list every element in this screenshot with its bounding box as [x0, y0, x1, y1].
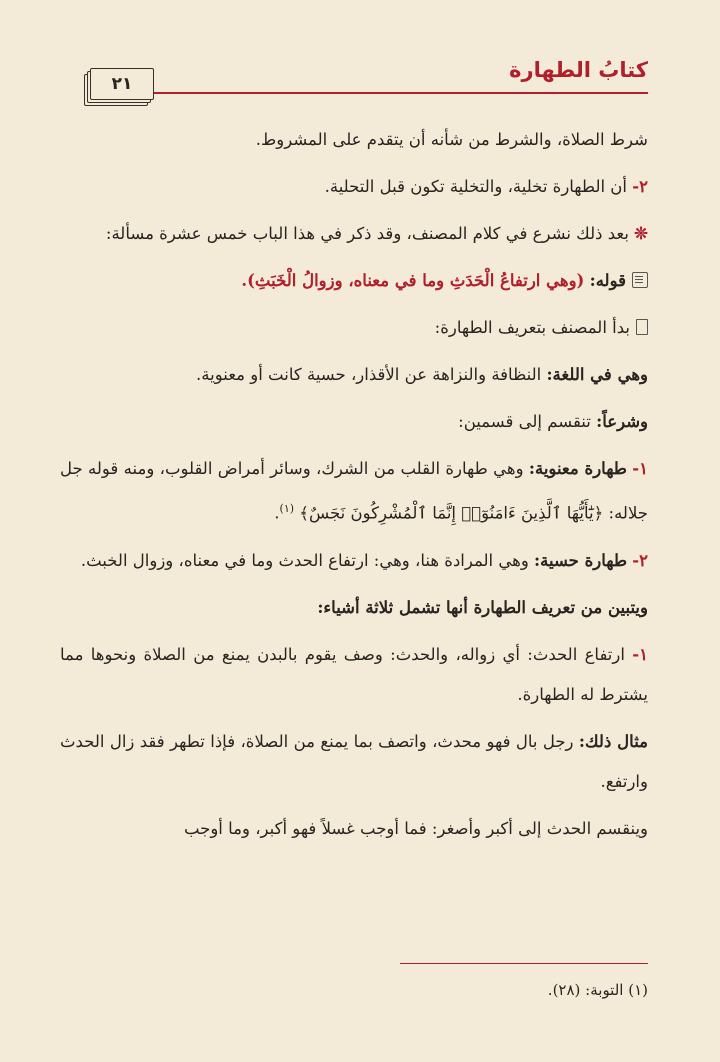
paragraph: وشرعاً: تنقسم إلى قسمين:: [458, 412, 648, 431]
paragraph: مثال ذلك: رجل بال فهو محدث، واتصف بما يمنع من الصلاة، فإذا تطهر فقد زال الحدث وارتفع.: [60, 731, 649, 791]
quran-verse: ﴿يَٰٓأَيُّهَا ٱلَّذِينَ ءَامَنُوٓا۟ إِنَّمَا ٱلْمُشْرِكُونَ نَجَسٌ﴾: [299, 503, 604, 523]
list-number: ٢-: [632, 177, 648, 196]
paragraph: ❊ بعد ذلك نشرع في كلام المصنف، وقد ذكر في هذا الباب خمس عشرة مسألة:: [105, 224, 648, 243]
chapter-title: كتابُ الطهارة: [509, 58, 648, 82]
commentary-icon: [636, 319, 648, 335]
paragraph: ١- ارتفاع الحدث: أي زواله، والحدث: وصف يقوم بالبدن يمنع من الصلاة ونحوها مما يشترط له الطهارة.: [60, 644, 648, 704]
paragraph: وهي في اللغة: النظافة والنزاهة عن الأقذار، حسية كانت أو معنوية.: [196, 365, 648, 384]
book-quote-icon: [632, 272, 648, 288]
paragraph: ٢- طهارة حسية: وهي المرادة هنا، وهي: ارتفاع الحدث وما في معناه، وزوال الخبث.: [80, 550, 648, 570]
footnote-ref: (١): [279, 502, 295, 515]
paragraph: ١- طهارة معنوية: وهي طهارة القلب من الشرك، وسائر أمراض القلوب، ومنه قوله جل جلاله: ﴿يَٰٓأَيُّهَا ٱلَّذِينَ ءَامَنُوٓا۟ إِنَّمَا ٱلْمُشْرِكُونَ نَجَسٌ﴾ $^{(١)}$.: [60, 459, 649, 523]
author-quote: قوله: (وهي ارتفاعُ الْحَدَثِ وما في معناه، وزوالُ الْخَبَثِ).: [60, 261, 648, 301]
paragraph: بدأ المصنف بتعريف الطهارة:: [60, 308, 648, 348]
page-number: ٢١: [90, 68, 154, 100]
paragraph: وينقسم الحدث إلى أكبر وأصغر: فما أوجب غسلاً فهو أكبر، وما أوجب: [183, 818, 648, 838]
asterisk-icon: ❊: [634, 224, 648, 243]
header-rule: [154, 92, 648, 94]
footnote: (١) التوبة: (٢٨).: [547, 981, 648, 999]
paragraph: ٢- أن الطهارة تخلية، والتخلية تكون قبل التحلية.: [324, 177, 648, 196]
paragraph: ويتبين من تعريف الطهارة أنها تشمل ثلاثة أشياء:: [317, 597, 648, 617]
paragraph: شرط الصلاة، والشرط من شأنه أن يتقدم على المشروط.: [255, 130, 648, 149]
page-header: [90, 54, 648, 102]
page-body: [60, 120, 648, 856]
footnote-rule: [400, 963, 648, 964]
